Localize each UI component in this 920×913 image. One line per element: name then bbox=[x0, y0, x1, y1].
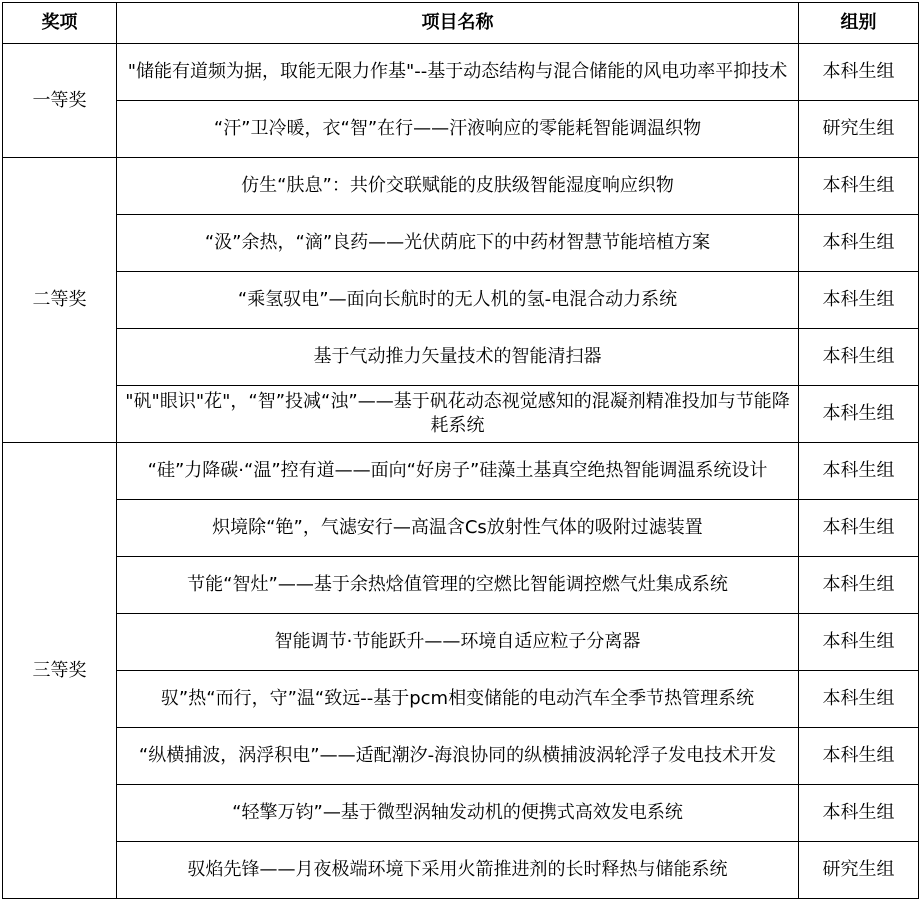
project-group: 本科生组 bbox=[799, 272, 919, 329]
table-row bbox=[3, 785, 919, 842]
project-group: 本科生组 bbox=[799, 557, 919, 614]
header-award: 奖项 bbox=[3, 3, 117, 44]
project-name: “汲”余热，“滴”良药——光伏荫庇下的中药材智慧节能培植方案 bbox=[117, 215, 799, 272]
table-row bbox=[3, 671, 919, 728]
project-group: 本科生组 bbox=[799, 785, 919, 842]
table-row bbox=[3, 500, 919, 557]
project-group: 本科生组 bbox=[799, 671, 919, 728]
table-row bbox=[3, 386, 919, 443]
table-row bbox=[3, 614, 919, 671]
project-name: 基于气动推力矢量技术的智能清扫器 bbox=[117, 329, 799, 386]
project-name: 节能“智灶”——基于余热焓值管理的空燃比智能调控燃气灶集成系统 bbox=[117, 557, 799, 614]
project-group: 本科生组 bbox=[799, 215, 919, 272]
project-group: 本科生组 bbox=[799, 443, 919, 500]
header-group: 组别 bbox=[799, 3, 919, 44]
project-name: “硅”力降碳·“温”控有道——面向“好房子”硅藻土基真空绝热智能调温系统设计 bbox=[117, 443, 799, 500]
project-group: 本科生组 bbox=[799, 158, 919, 215]
project-group: 本科生组 bbox=[799, 386, 919, 443]
award-first: 一等奖 bbox=[3, 44, 117, 158]
table-row bbox=[3, 272, 919, 329]
table-row bbox=[3, 158, 919, 215]
award-third: 三等奖 bbox=[3, 443, 117, 899]
project-group: 本科生组 bbox=[799, 728, 919, 785]
table-row bbox=[3, 329, 919, 386]
project-group: 本科生组 bbox=[799, 614, 919, 671]
project-group: 本科生组 bbox=[799, 44, 919, 101]
project-name: 炽境除“铯”，气滤安行—高温含Cs放射性气体的吸附过滤装置 bbox=[117, 500, 799, 557]
table-row bbox=[3, 728, 919, 785]
project-name: “汗”卫冷暖，衣“智”在行——汗液响应的零能耗智能调温织物 bbox=[117, 101, 799, 158]
award-second: 二等奖 bbox=[3, 158, 117, 443]
project-name: “乘氢驭电”—面向长航时的无人机的氢-电混合动力系统 bbox=[117, 272, 799, 329]
project-name: "矾"眼识"花"，“智”投减“浊”——基于矾花动态视觉感知的混凝剂精准投加与节能降耗系统 bbox=[117, 386, 799, 443]
header-project-name: 项目名称 bbox=[117, 3, 799, 44]
table-row bbox=[3, 101, 919, 158]
project-name: 驭焰先锋——月夜极端环境下采用火箭推进剂的长时释热与储能系统 bbox=[117, 842, 799, 899]
project-group: 研究生组 bbox=[799, 842, 919, 899]
project-name: “纵横捕波，涡浮积电”——适配潮汐-海浪协同的纵横捕波涡轮浮子发电技术开发 bbox=[117, 728, 799, 785]
table-row bbox=[3, 842, 919, 899]
header-row bbox=[3, 3, 919, 44]
project-group: 本科生组 bbox=[799, 500, 919, 557]
project-name: 智能调节·节能跃升——环境自适应粒子分离器 bbox=[117, 614, 799, 671]
project-group: 研究生组 bbox=[799, 101, 919, 158]
project-name: "储能有道频为据，取能无限力作基"--基于动态结构与混合储能的风电功率平抑技术 bbox=[117, 44, 799, 101]
awards-table bbox=[2, 2, 919, 899]
table-row bbox=[3, 44, 919, 101]
project-name: “轻擎万钧”—基于微型涡轴发动机的便携式高效发电系统 bbox=[117, 785, 799, 842]
table-row bbox=[3, 215, 919, 272]
project-name: 驭”热“而行，守”温“致远--基于pcm相变储能的电动汽车全季节热管理系统 bbox=[117, 671, 799, 728]
table-row bbox=[3, 443, 919, 500]
table-row bbox=[3, 557, 919, 614]
project-name: 仿生“肤息”：共价交联赋能的皮肤级智能湿度响应织物 bbox=[117, 158, 799, 215]
project-group: 本科生组 bbox=[799, 329, 919, 386]
